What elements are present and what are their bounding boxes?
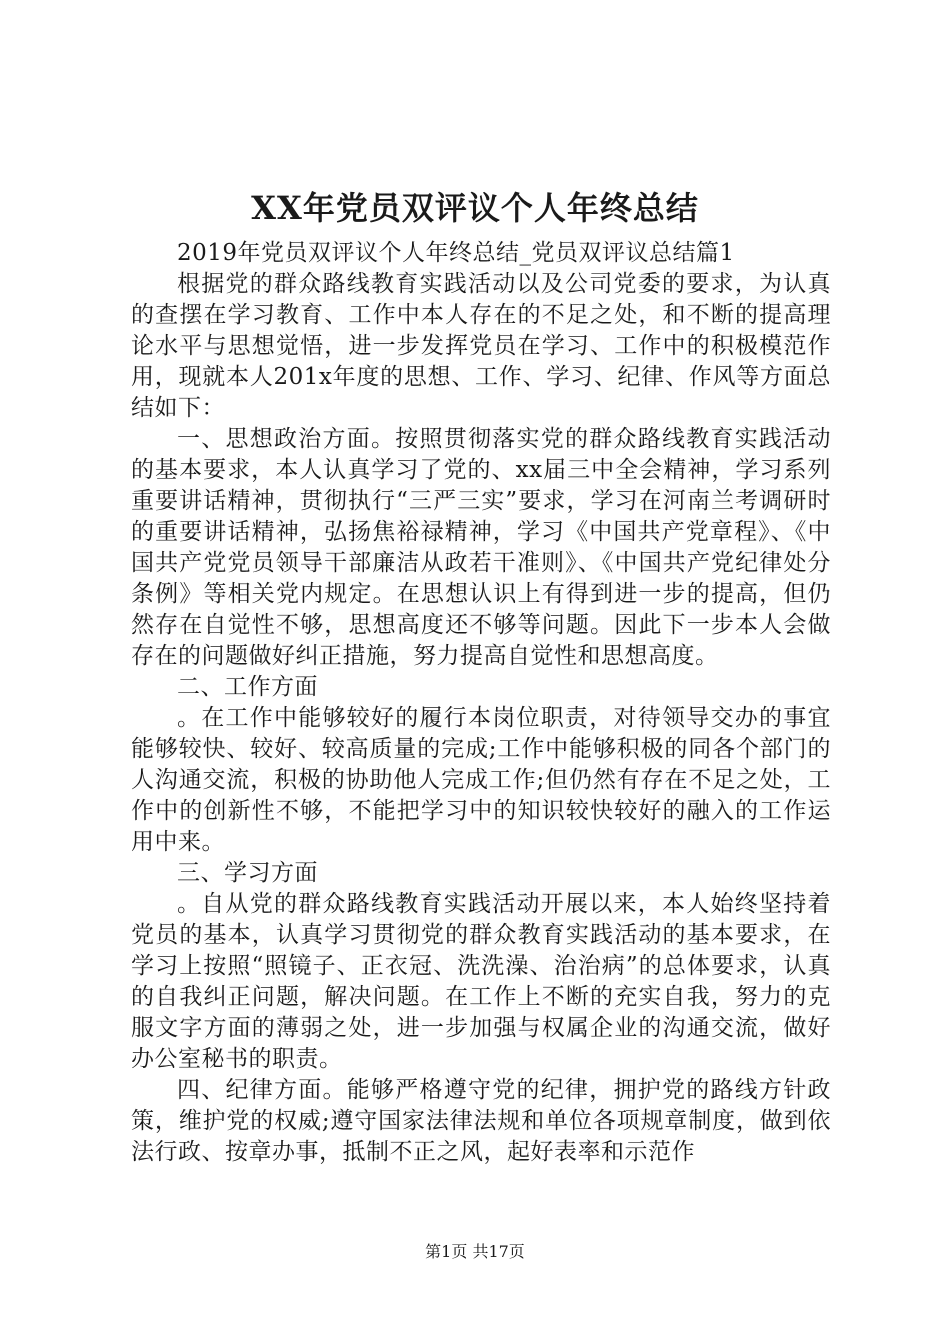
page-number-footer: 第1页 共17页 [425,1242,525,1261]
paragraph-ideology: 一、思想政治方面。按照贯彻落实党的群众路线教育实践活动的基本要求，本人认真学习了党的、xx届三中全会精神，学习系列重要讲话精神，贯彻执行“三严三实”要求，学习在河南兰考调研时的重要讲话精神，弘扬焦裕禄精神，学习《中国共产党章程》、《中国共产党党员领导干部廉洁从政若干准则》、《中国共产党纪律处分条例》等相关党内规定。在思想认识上有得到进一步的提高，但仍然存在自觉性不够，思想高度还不够等问题。因此下一步本人会做存在的问题做好纠正措施，努力提高自觉性和思想高度。 [131,426,831,669]
paragraph-discipline: 四、纪律方面。能够严格遵守党的纪律，拥护党的路线方针政策，维护党的权威;遵守国家法律法规和单位各项规章制度，做到依法行政、按章办事，抵制不正之风，起好表率和示范作 [131,1077,831,1165]
document-body [131,238,831,1168]
paragraph-work: 。在工作中能够较好的履行本岗位职责，对待领导交办的事宜能够较快、较好、较高质量的完成;工作中能够积极的同各个部门的人沟通交流，积极的协助他人完成工作;但仍然有存在不足之处，工作中的创新性不够，不能把学习中的知识较快较好的融入的工作运用中来。 [131,705,831,855]
paragraph-subtitle: 2019年党员双评议个人年终总结_党员双评议总结篇1 [177,240,735,266]
document-title: XX年党员双评议个人年终总结 [251,189,699,227]
paragraph-study-heading: 三、学习方面 [177,860,318,886]
paragraph-work-heading: 二、工作方面 [177,674,318,700]
paragraph-study: 。自从党的群众路线教育实践活动开展以来，本人始终坚持着党员的基本，认真学习贯彻党的群众教育实践活动的基本要求，在学习上按照“照镜子、正衣冠、洗洗澡、治治病”的总体要求，认真的自我纠正问题，解决问题。在工作上不断的充实自我，努力的克服文字方面的薄弱之处，进一步加强与权属企业的沟通交流，做好办公室秘书的职责。 [131,891,831,1072]
paragraph-intro: 根据党的群众路线教育实践活动以及公司党委的要求，为认真的查摆在学习教育、工作中本人存在的不足之处，和不断的提高理论水平与思想觉悟，进一步发挥党员在学习、工作中的积极模范作用，现就本人201x年度的思想、工作、学习、纪律、作风等方面总结如下： [131,271,831,421]
